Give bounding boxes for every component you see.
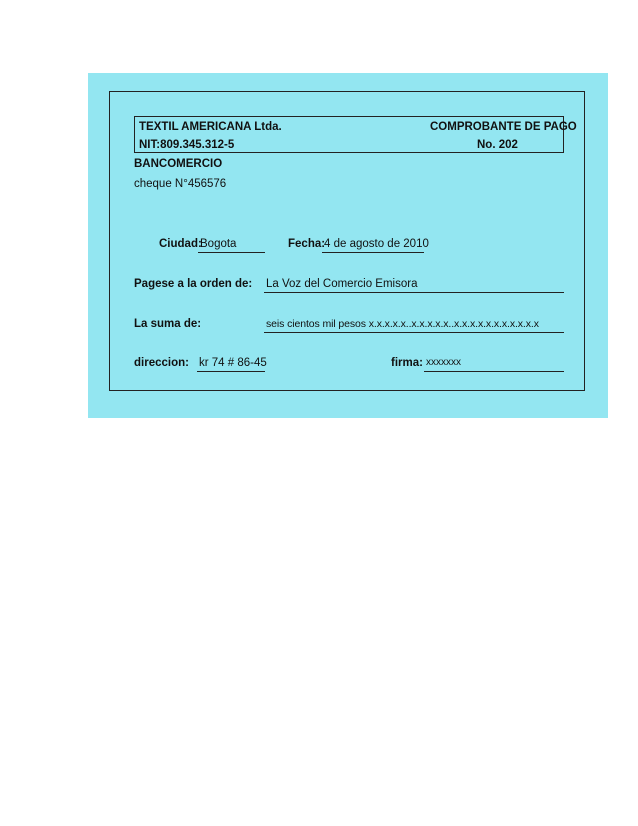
company-nit: NIT:809.345.312-5 — [139, 139, 235, 151]
date-underline — [322, 252, 424, 253]
bank-name: BANCOMERCIO — [134, 158, 223, 170]
payment-voucher — [88, 73, 608, 418]
address-value: kr 74 # 86-45 — [199, 357, 267, 369]
amount-underline — [264, 332, 564, 333]
date-label: Fecha: — [288, 238, 326, 250]
date-value: 4 de agosto de 2010 — [324, 238, 429, 250]
company-name: TEXTIL AMERICANA Ltda. — [139, 121, 282, 133]
payee-label: Pagese a la orden de: — [134, 278, 253, 290]
address-underline — [197, 371, 265, 372]
signature-label: firma: — [391, 357, 423, 369]
amount-value: seis cientos mil pesos x.x.x.x.x..x.x.x.x.x..x.x.x.x.x.x.x.x.x.x.x — [266, 318, 539, 330]
payee-value: La Voz del Comercio Emisora — [266, 278, 418, 290]
city-label: Ciudad: — [159, 238, 202, 250]
document-type: COMPROBANTE DE PAGO — [430, 121, 577, 133]
amount-label: La suma de: — [134, 318, 202, 330]
signature-underline — [424, 371, 564, 372]
address-label: direccion: — [134, 357, 189, 369]
city-value: Bogota — [200, 238, 237, 250]
city-underline — [198, 252, 265, 253]
signature-value: xxxxxxx — [426, 357, 461, 368]
cheque-number: cheque N°456576 — [134, 178, 227, 190]
payee-underline — [264, 292, 564, 293]
voucher-number: No. 202 — [477, 139, 518, 151]
